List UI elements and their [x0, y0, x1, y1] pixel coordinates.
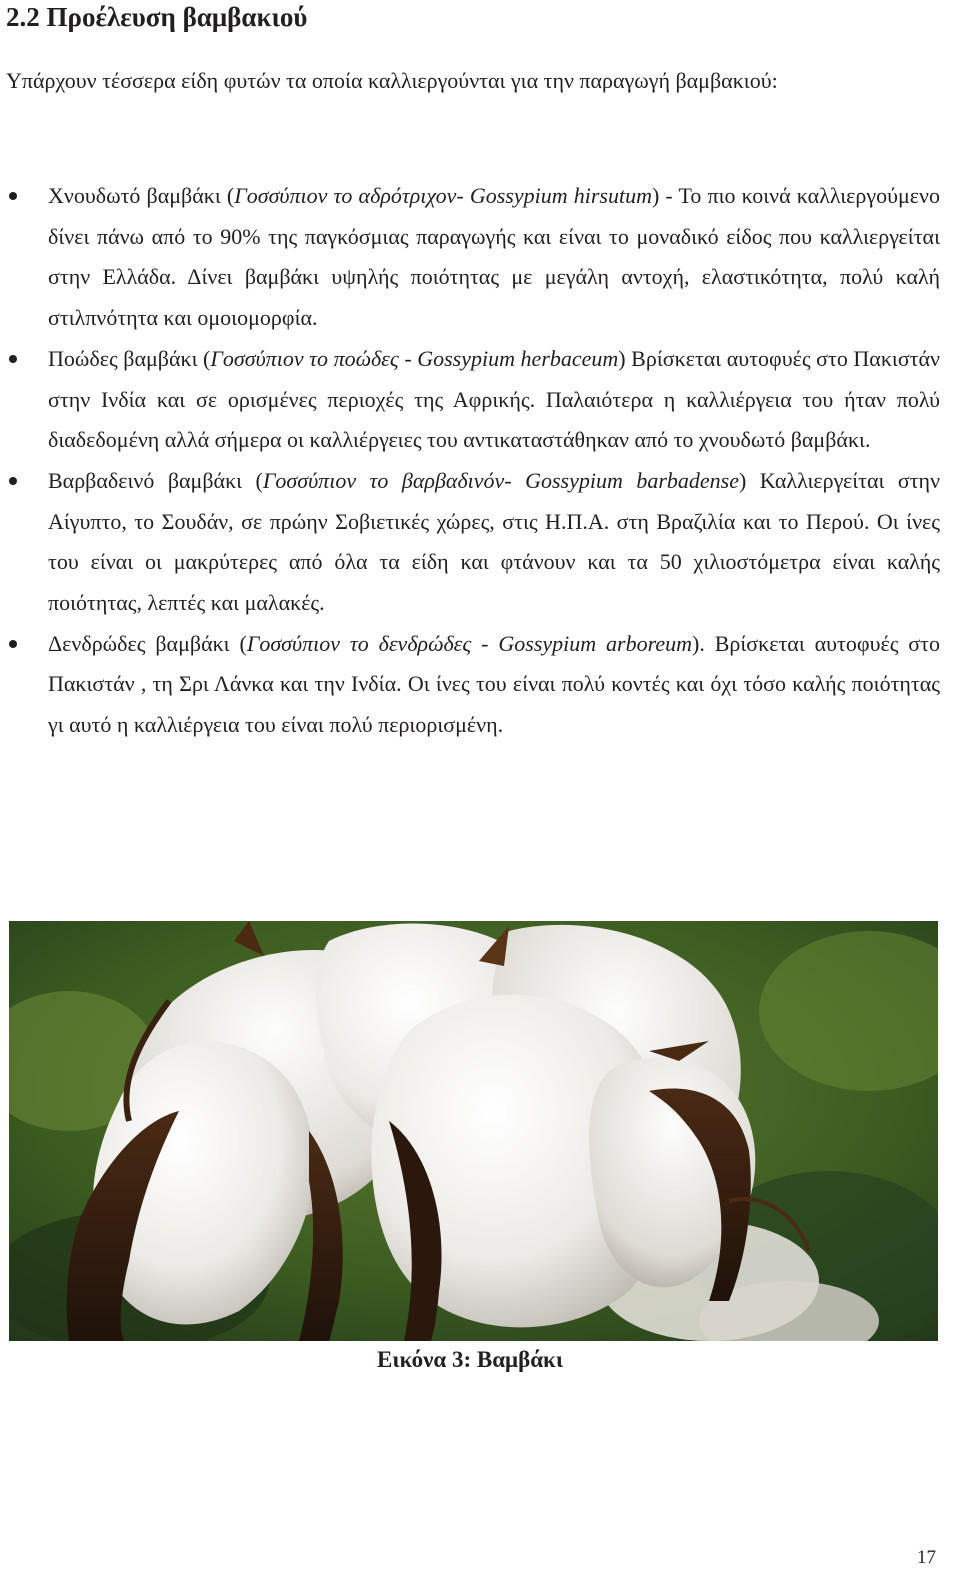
list-item-text — [48, 346, 940, 452]
list-item — [0, 624, 960, 746]
species-description: - Το πιο κοινά καλλιεργούμενο δίνει πάνω από το 90% της παγκόσμιας παραγωγής και είναι το μοναδικό είδος που καλλιεργείται στην Ελλάδα. Δίνει βαμβάκι υψηλής ποιότητας με μεγάλη αντοχή, ελαστικότητα, πολύ καλή στιλπνότητα και ομοιομορφία. — [48, 183, 940, 331]
list-item — [0, 461, 960, 624]
cotton-species-list — [0, 176, 960, 746]
list-item — [0, 339, 960, 461]
section-title: 2.2 Προέλευση βαμβακιού — [6, 2, 308, 32]
cotton-boll-photo — [9, 921, 938, 1341]
species-description: Βρίσκεται αυτοφυές στο Πακιστάν στην Ινδία και σε ορισμένες περιοχές της Αφρικής. Παλαιότερα η καλλιέργεια του ήταν πολύ διαδεδομένη αλλά σήμερα οι καλλιέργειες του αντικαταστάθηκαν από το χνουδωτό βαμβάκι. — [48, 345, 940, 453]
figure-caption: Εικόνα 3: Βαμβάκι — [377, 1347, 563, 1372]
species-name-lead: Ποώδες βαμβάκι ( — [48, 345, 211, 371]
species-description: Καλλιεργείται στην Αίγυπτο, το Σουδάν, σε πρώην Σοβιετικές χώρες, στις Η.Π.Α. στη Βραζιλία και το Περού. Οι ίνες του είναι οι μακρύτερες από όλα τα είδη και φτάνουν και τα 50 χιλιοστόμετρα είναι καλής ποιότητας, λεπτές και μαλακές. — [48, 467, 941, 616]
species-name-tail: ) — [651, 183, 660, 208]
species-description: . Βρίσκεται αυτοφυές στο Πακιστάν , τη Σρι Λάνκα και την Ινδία. Οι ίνες του είναι πολύ κοντές και όχι τόσο καλής ποιότητας γι αυτό η καλλιέργεια του είναι πολύ περιορισμένη. — [48, 630, 940, 738]
bullet-icon — [9, 355, 17, 363]
bullet-icon — [9, 192, 17, 200]
list-item — [0, 176, 960, 339]
list-item-text — [48, 183, 940, 330]
species-latin-name: Γοσσύπιον το ποώδες - Gossypium herbaceum — [210, 345, 619, 371]
bullet-icon — [9, 640, 17, 648]
species-name-tail: ) — [691, 630, 700, 656]
species-latin-name: Γοσσύπιον το αδρότριχον- Gossypium hirsutum — [234, 183, 652, 208]
species-name-tail: ) — [739, 467, 747, 493]
list-item-text — [48, 631, 940, 737]
page-number: 17 — [917, 1547, 936, 1568]
cotton-boll-illustration — [9, 921, 938, 1341]
species-latin-name: Γοσσύπιον το δενδρώδες - Gossypium arboreum — [246, 630, 692, 656]
species-name-lead: Βαρβαδεινό βαμβάκι ( — [48, 467, 263, 493]
species-name-lead: Δενδρώδες βαμβάκι ( — [48, 630, 247, 656]
species-latin-name: Γοσσύπιον το βαρβαδινόν- Gossypium barbadense — [262, 467, 740, 493]
intro-paragraph: Υπάρχουν τέσσερα είδη φυτών τα οποία καλλιεργούνται για την παραγωγή βαμβακιού: — [6, 68, 778, 93]
bullet-icon — [9, 477, 17, 485]
species-name-lead: Χνουδωτό βαμβάκι ( — [48, 183, 235, 208]
species-name-tail: ) — [618, 345, 626, 371]
list-item-text — [48, 468, 940, 615]
